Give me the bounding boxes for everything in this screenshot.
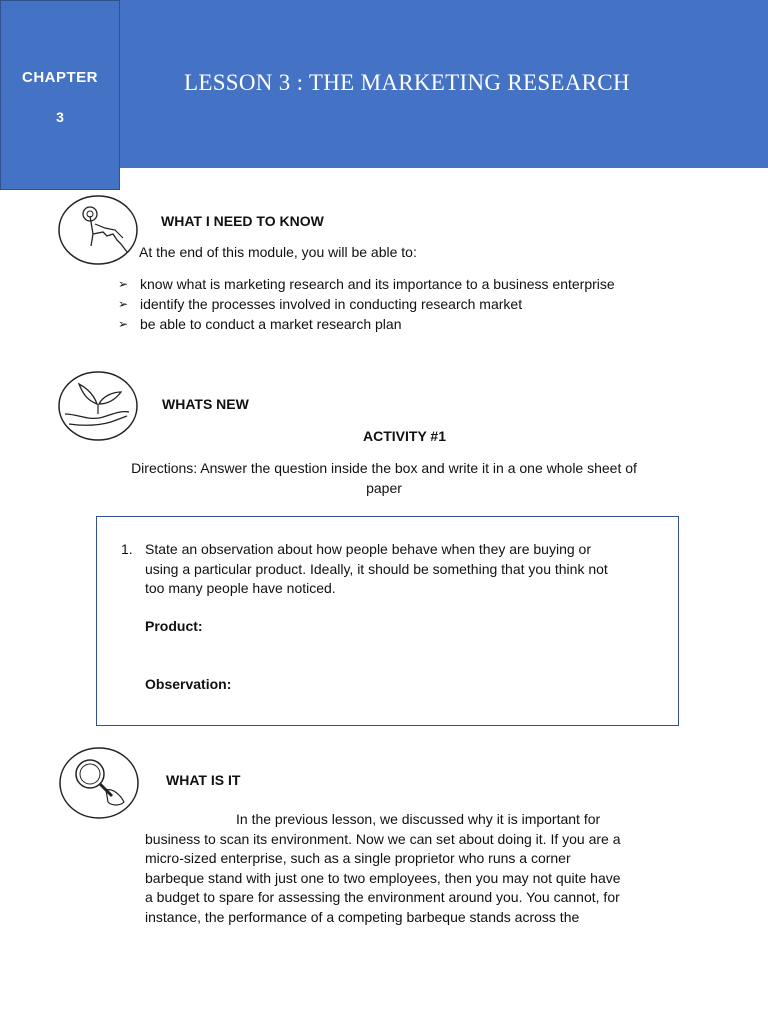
paragraph-line: micro-sized enterprise, such as a single proprietor who runs a corner bbox=[145, 850, 571, 866]
observation-label: Observation: bbox=[145, 676, 232, 692]
hand-pointing-icon bbox=[57, 194, 139, 266]
know-intro: At the end of this module, you will be able to: bbox=[139, 244, 417, 260]
paragraph-line: barbeque stand with just one to two employees, then you may not quite have bbox=[145, 869, 621, 886]
objectives-list bbox=[118, 276, 615, 336]
what-is-it-paragraph bbox=[145, 810, 685, 927]
chapter-number: 3 bbox=[56, 109, 64, 125]
arrow-bullet-icon: ➢ bbox=[118, 297, 129, 311]
list-item: ➢ identify the processes involved in conducting research market bbox=[118, 296, 523, 312]
chapter-label: CHAPTER bbox=[21, 69, 98, 86]
magnifying-glass-icon bbox=[58, 746, 140, 820]
list-item: ➢ be able to conduct a market research plan bbox=[118, 316, 402, 332]
question-line-3: too many people have noticed. bbox=[145, 580, 336, 596]
lesson-title: LESSON 3 : THE MARKETING RESEARCH bbox=[184, 70, 630, 95]
paragraph-line: In the previous lesson, we discussed why it is important for bbox=[236, 811, 601, 827]
activity-title: ACTIVITY #1 bbox=[363, 428, 446, 444]
question-line-2: using a particular product. Ideally, it should be something that you think not bbox=[145, 561, 608, 577]
directions-line-2: paper bbox=[366, 480, 402, 496]
question-number: 1. bbox=[121, 541, 133, 557]
chapter-box bbox=[0, 0, 120, 190]
arrow-bullet-icon: ➢ bbox=[118, 277, 129, 291]
paragraph-line: instance, the performance of a competing barbeque stands across the bbox=[145, 908, 580, 925]
arrow-bullet-icon: ➢ bbox=[118, 317, 129, 331]
list-item: ➢ know what is marketing research and its importance to a business enterprise bbox=[118, 276, 615, 292]
directions-line-1: Directions: Answer the question inside the box and write it in a one whole sheet of bbox=[131, 460, 637, 476]
product-label: Product: bbox=[145, 618, 203, 634]
paragraph-line: a budget to spare for assessing the environment around you. You cannot, for bbox=[145, 889, 620, 905]
heading-what-is-it: WHAT IS IT bbox=[166, 772, 241, 788]
heading-whats-new: WHATS NEW bbox=[162, 396, 249, 412]
question-line-1: State an observation about how people behave when they are buying or bbox=[145, 541, 591, 557]
heading-what-i-need-to-know: WHAT I NEED TO KNOW bbox=[161, 213, 324, 229]
paragraph-line: business to scan its environment. Now we can set about doing it. If you are a bbox=[145, 830, 621, 847]
hand-plant-icon bbox=[57, 370, 139, 442]
